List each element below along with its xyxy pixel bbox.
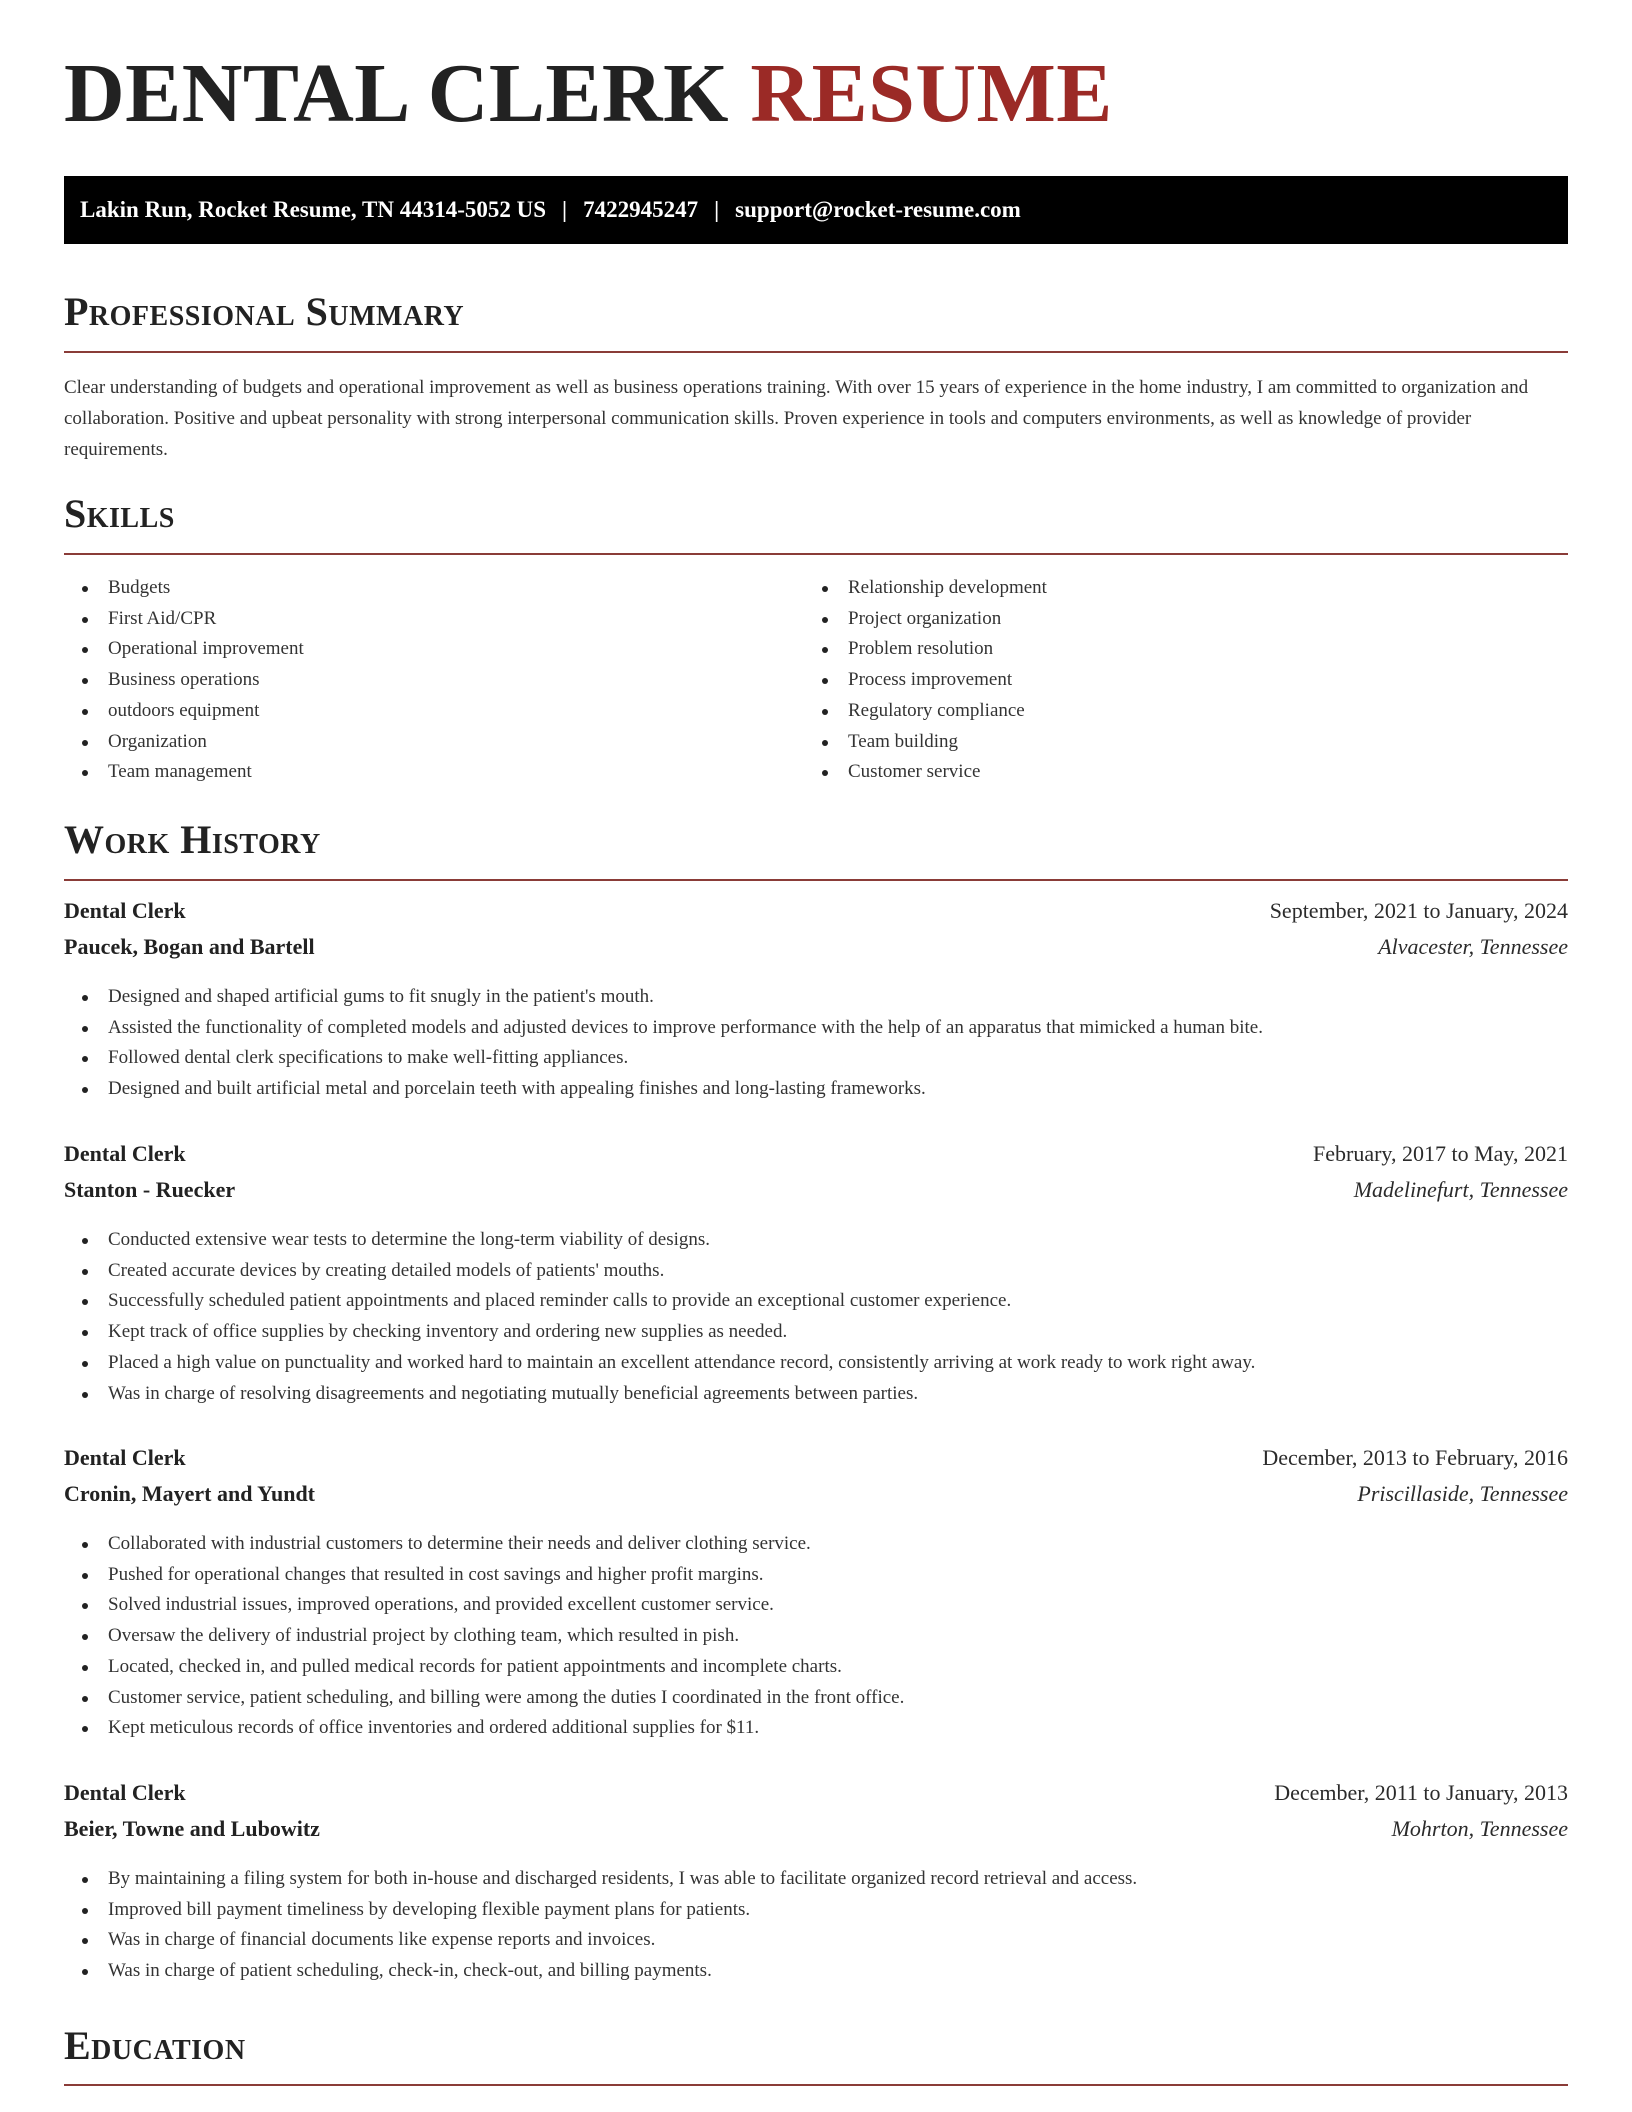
- title-main: DENTAL CLERK: [64, 47, 729, 140]
- job-title: Dental Clerk: [64, 1141, 186, 1166]
- job-bullet: Collaborated with industrial customers to determine their needs and deliver clothing service.: [64, 1529, 1568, 1560]
- contact-email: support@rocket-resume.com: [735, 197, 1021, 222]
- job-bullets: [64, 1864, 1568, 1987]
- skill-item: Operational improvement: [64, 634, 804, 665]
- job-row: [64, 1141, 1568, 1177]
- skills-column-left: [64, 573, 804, 788]
- job-bullets: [64, 982, 1568, 1105]
- summary-heading: Professional Summary: [64, 289, 465, 334]
- job-bullet: Customer service, patient scheduling, and billing were among the duties I coordinated in the front office.: [64, 1683, 1568, 1714]
- job-title: Dental Clerk: [64, 1780, 186, 1805]
- job-bullet: Successfully scheduled patient appointments and placed reminder calls to provide an exceptional customer experience.: [64, 1286, 1568, 1317]
- skill-item: Process improvement: [804, 665, 1544, 696]
- job-row: [64, 1177, 1568, 1213]
- skills-list: [64, 573, 1568, 788]
- job-entry: [64, 1141, 1568, 1409]
- job-bullet: By maintaining a filing system for both in-house and discharged residents, I was able to facilitate organized record retrieval and access.: [64, 1864, 1568, 1895]
- job-bullet: Followed dental clerk specifications to make well-fitting appliances.: [64, 1043, 1568, 1074]
- skill-item: Regulatory compliance: [804, 696, 1544, 727]
- skill-item: Customer service: [804, 757, 1544, 788]
- job-company: Cronin, Mayert and Yundt: [64, 1481, 316, 1506]
- job-bullet: Was in charge of financial documents like expense reports and invoices.: [64, 1925, 1568, 1956]
- job-bullet: Placed a high value on punctuality and worked hard to maintain an excellent attendance record, consistently arriving at work ready to work right away.: [64, 1348, 1568, 1379]
- job-row: [64, 1445, 1568, 1481]
- job-location: Alvacester, Tennessee: [1378, 934, 1568, 959]
- job-location: Priscillaside, Tennessee: [1357, 1481, 1568, 1506]
- job-bullet: Created accurate devices by creating detailed models of patients' mouths.: [64, 1256, 1568, 1287]
- skill-item: First Aid/CPR: [64, 604, 804, 635]
- contact-phone: 7422945247: [583, 197, 699, 222]
- job-dates: December, 2013 to February, 2016: [1262, 1445, 1568, 1470]
- job-title: Dental Clerk: [64, 898, 186, 923]
- job-bullet: Designed and built artificial metal and porcelain teeth with appealing finishes and long-lasting frameworks.: [64, 1074, 1568, 1105]
- job-bullet: Solved industrial issues, improved operations, and provided excellent customer service.: [64, 1590, 1568, 1621]
- work-history-heading: Work History: [64, 817, 321, 862]
- job-bullet: Designed and shaped artificial gums to fit snugly in the patient's mouth.: [64, 982, 1568, 1013]
- contact-separator: |: [562, 197, 568, 222]
- contact-bar: [64, 176, 1568, 244]
- skill-item: Team building: [804, 727, 1544, 758]
- job-bullet: Kept track of office supplies by checking inventory and ordering new supplies as needed.: [64, 1317, 1568, 1348]
- job-title: Dental Clerk: [64, 1445, 186, 1470]
- job-row: [64, 1481, 1568, 1517]
- skill-item: Team management: [64, 757, 804, 788]
- job-bullet: Was in charge of patient scheduling, check-in, check-out, and billing payments.: [64, 1956, 1568, 1987]
- contact-address: Lakin Run, Rocket Resume, TN 44314-5052 US: [80, 197, 547, 222]
- skill-item: Problem resolution: [804, 634, 1544, 665]
- job-dates: December, 2011 to January, 2013: [1274, 1780, 1568, 1805]
- job-bullet: Pushed for operational changes that resulted in cost savings and higher profit margins.: [64, 1560, 1568, 1591]
- job-dates: September, 2021 to January, 2024: [1269, 898, 1568, 923]
- job-bullet: Located, checked in, and pulled medical records for patient appointments and incomplete charts.: [64, 1652, 1568, 1683]
- job-row: [64, 934, 1568, 970]
- section-divider: [64, 553, 1568, 555]
- contact-separator: |: [714, 197, 720, 222]
- job-bullet: Kept meticulous records of office inventories and ordered additional supplies for $11.: [64, 1713, 1568, 1744]
- skill-item: Project organization: [804, 604, 1544, 635]
- job-row: [64, 1816, 1568, 1852]
- title-accent: RESUME: [750, 47, 1113, 140]
- job-bullets: [64, 1225, 1568, 1409]
- job-row: [64, 898, 1568, 934]
- job-entry: [64, 1780, 1568, 1987]
- job-bullet: Assisted the functionality of completed models and adjusted devices to improve performance with the help of an apparatus that mimicked a human bite.: [64, 1013, 1568, 1044]
- education-heading: Education: [64, 2023, 246, 2068]
- section-divider: [64, 2084, 1568, 2086]
- skills-column-right: [804, 573, 1544, 788]
- job-bullets: [64, 1529, 1568, 1744]
- job-location: Mohrton, Tennessee: [1391, 1816, 1568, 1841]
- skill-item: outdoors equipment: [64, 696, 804, 727]
- resume-title: [64, 47, 1113, 140]
- job-entry: [64, 1445, 1568, 1744]
- job-company: Paucek, Bogan and Bartell: [64, 934, 315, 959]
- skill-item: Business operations: [64, 665, 804, 696]
- section-divider: [64, 351, 1568, 353]
- job-dates: February, 2017 to May, 2021: [1313, 1141, 1568, 1166]
- skill-item: Budgets: [64, 573, 804, 604]
- job-bullet: Was in charge of resolving disagreements and negotiating mutually beneficial agreements between parties.: [64, 1379, 1568, 1410]
- job-company: Stanton - Ruecker: [64, 1177, 236, 1202]
- skill-item: Relationship development: [804, 573, 1544, 604]
- job-company: Beier, Towne and Lubowitz: [64, 1816, 320, 1841]
- job-row: [64, 1780, 1568, 1816]
- summary-text: Clear understanding of budgets and operational improvement as well as business operations training. With over 15 years of experience in the home industry, I am committed to organization and collaboration. Positive and upbeat personality with strong interpersonal communication skills. Proven experience in tools and computers environments, as well as knowledge of provider requirements.: [64, 377, 1529, 460]
- skill-item: Organization: [64, 727, 804, 758]
- job-bullet: Improved bill payment timeliness by developing flexible payment plans for patients.: [64, 1895, 1568, 1926]
- section-divider: [64, 879, 1568, 881]
- job-entry: [64, 898, 1568, 1105]
- job-bullet: Oversaw the delivery of industrial project by clothing team, which resulted in pish.: [64, 1621, 1568, 1652]
- skills-heading: Skills: [64, 491, 175, 536]
- job-bullet: Conducted extensive wear tests to determine the long-term viability of designs.: [64, 1225, 1568, 1256]
- job-location: Madelinefurt, Tennessee: [1353, 1177, 1568, 1202]
